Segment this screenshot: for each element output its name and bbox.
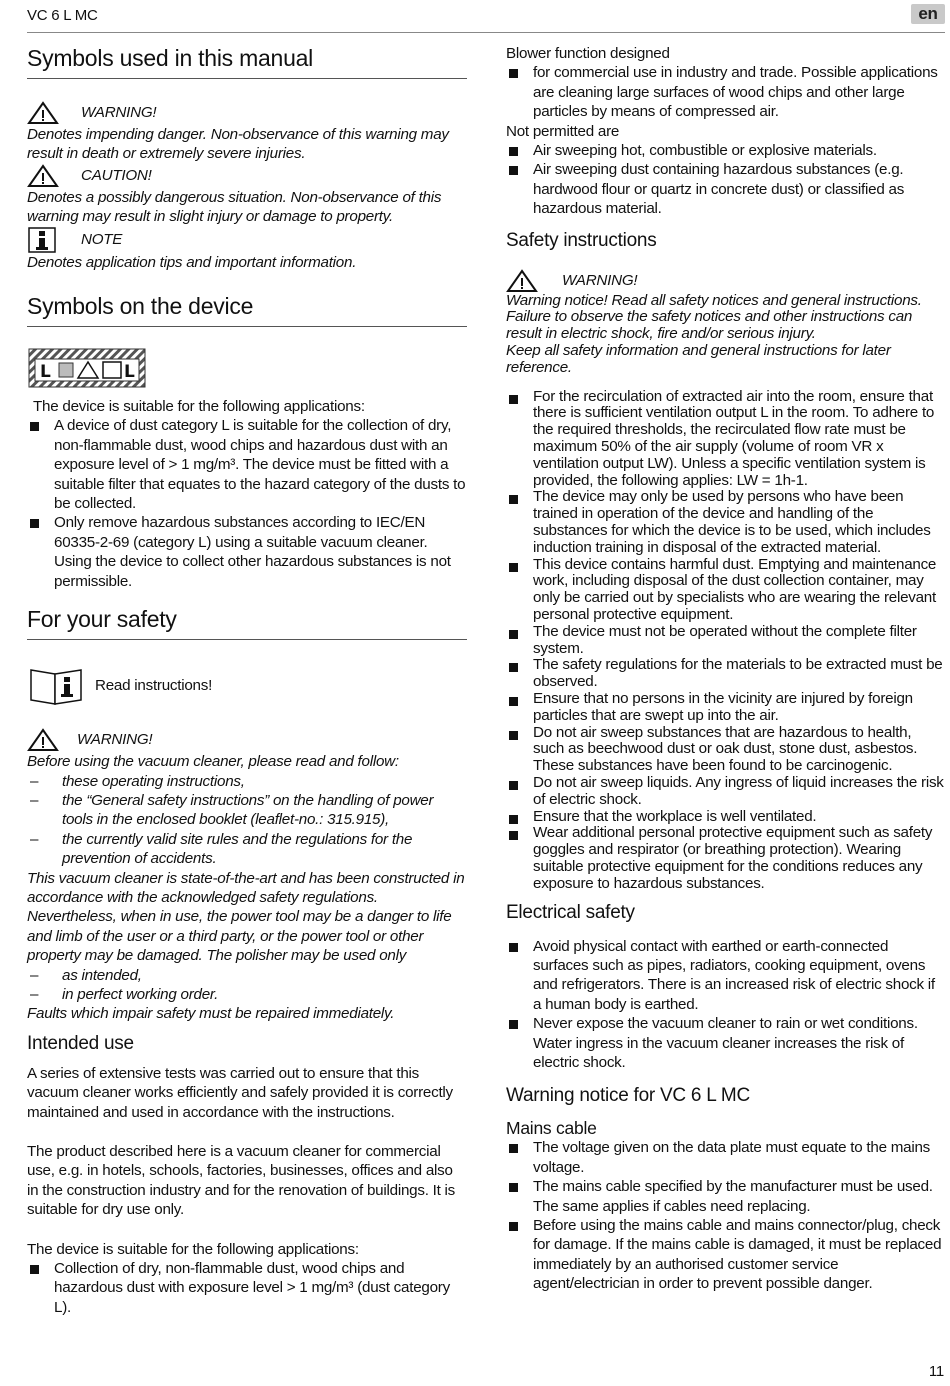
safety-instruction-item: Do not air sweep liquids. Any ingress of liquid increases the risk of electric shock. [506, 775, 946, 809]
manual-caution-text: Denotes a possibly dangerous situation. Non-observance of this warning may result in slight injury or damage to property. [27, 188, 442, 226]
manual-warning-label: WARNING! [81, 104, 157, 122]
safety-keep: Keep all safety information and general instructions for later reference. [506, 342, 891, 376]
instructions-warning-label: WARNING! [562, 271, 638, 289]
safety-instruction-item: Ensure that the workplace is well ventilated. [506, 809, 946, 826]
safety-instruction-item: The device must not be operated without the complete filter system. [506, 624, 946, 658]
symbols-manual-section [27, 44, 467, 272]
electrical-safety-item: Avoid physical contact with earthed or earth-connected surfaces such as pipes, radiators, cooking equipment, ovens and refrigerators. There is an increased risk of electric shock if a human body is earthed. [506, 937, 946, 1015]
intended-use-p2: The product described here is a vacuum cleaner for commercial use, e.g. in hotels, schools, factories, businesses, offices and also in the construction industry and for the renovation of buildings. It is suitable for dry use only. [27, 1143, 456, 1219]
intended-use-title: Intended use [27, 1032, 134, 1054]
safety-dash-item: – the “General safety instructions” on the handling of power tools in the enclosed booklet (leaflet-no.: 315.915), [27, 791, 467, 830]
electrical-safety-item: Never expose the vacuum cleaner to rain or wet conditions. Water ingress in the vacuum cleaner increases the risk of electric shock. [506, 1014, 946, 1072]
read-instructions-row [27, 666, 467, 706]
for-your-safety-section [27, 605, 467, 1024]
mains-cable-item: Before using the mains cable and mains connector/plug, check for damage. If the mains cable is damaged, it must be replaced immediately by an authorised customer service agent/electrician in order to prevent possible danger. [506, 1216, 946, 1294]
device-item: A device of dust category L is suitable for the collection of dry, non-flammable dust, wood chips and hazardous dust with an exposure level of > 1 mg/m³. The device must be fitted with a suitable filter that equates to the hazard category of the dusts to be collected. [27, 416, 467, 513]
right-column [506, 44, 946, 1294]
blower-item: for commercial use in industry and trade. Possible applications are cleaning large surfaces of wood chips and other large particles by means of compressed air. [506, 63, 946, 121]
manual-caution-label: CAUTION! [81, 167, 152, 185]
safety-warning-label: WARNING! [77, 731, 153, 749]
blower-section [506, 44, 946, 219]
safety-instructions-title: Safety instructions [506, 229, 657, 251]
warning-triangle-icon [27, 101, 59, 125]
safety-lead: Before using the vacuum cleaner, please read and follow: [27, 753, 399, 771]
safety-instruction-item: For the recirculation of extracted air into the room, ensure that there is sufficient ventilation output L in the room. To adhere to the required thresholds, the recirculated flow rate must be maximum 50% of the air supply (volume of room VR x ventilation output LW). Unless a specific ventilation system is provided, the following applies: LW = 1h-1. [506, 389, 946, 490]
blower-lead: Blower function designed [506, 45, 670, 62]
safety-instruction-item: The device may only be used by persons who have been trained in operation of the device and handling of the substances for which the device is to be used, which includes induction training in disposal of the extracted material. [506, 489, 946, 556]
model-name: VC 6 L MC [27, 7, 98, 24]
manual-warning-row [27, 101, 467, 125]
safety-instruction-item: Do not air sweep substances that are hazardous to health, such as beechwood dust or oak dust, stone dust, asbestos. These substances have been found to be carcinogenic. [506, 725, 946, 775]
intended-use-item: Collection of dry, non-flammable dust, wood chips and hazardous dust with exposure level > 1 mg/m³ (dust category L). [27, 1259, 467, 1317]
safety-instruction-item: Ensure that no persons in the vicinity are injured by foreign particles that are swept up into the air. [506, 691, 946, 725]
mains-cable-item: The mains cable specified by the manufacturer must be used. The same applies if cables need replacing. [506, 1177, 946, 1216]
manual-warning-text: Denotes impending danger. Non-observance of this warning may result in death or extremely severe injuries. [27, 126, 449, 163]
safety-dash-item: – these operating instructions, [27, 772, 467, 791]
not-permitted-item: Air sweeping dust containing hazardous substances (e.g. hardwood flour or quartz in concrete dust) or classified as hazardous material. [506, 160, 946, 218]
symbols-manual-title: Symbols used in this manual [27, 44, 467, 79]
safety-instructions-section [506, 229, 946, 893]
safety-notice: Warning notice! Read all safety notices and general instructions. Failure to observe the safety notices and other instructions can result in electric shock, fire and/or serious injury. [506, 291, 922, 343]
safety-dash-item-2: – as intended, [27, 966, 467, 985]
page-number: 11 [928, 1363, 944, 1380]
manual-note-text: Denotes application tips and important information. [27, 253, 357, 271]
not-permitted-item: Air sweeping hot, combustible or explosive materials. [506, 141, 946, 160]
safety-warning-row [27, 728, 467, 752]
warning-notice-title: Warning notice for VC 6 L MC [506, 1085, 750, 1107]
safety-body: This vacuum cleaner is state-of-the-art and has been constructed in accordance with the acknowledged safety regulations. Nevertheless, when in use, the power tool may be a danger to life and limb of the user or a third party, or the power tool or other property may be damaged. The polisher may be used only [27, 869, 465, 965]
page-header [27, 0, 945, 33]
intended-use-p1: A series of extensive tests was carried out to ensure that this vacuum cleaner works efficiently and safely provided it is correctly maintained and used in accordance with the instructions. [27, 1064, 453, 1121]
mains-cable-subtitle: Mains cable [506, 1118, 597, 1139]
device-item: Only remove hazardous substances according to IEC/EN 60335-2-69 (category L) using a suitable vacuum cleaner. Using the device to collect other hazardous substances is not permissible. [27, 513, 467, 591]
device-intro: The device is suitable for the following applications: [33, 398, 365, 416]
for-your-safety-title: For your safety [27, 605, 467, 640]
dust-category-badge-icon [27, 347, 147, 389]
intended-use-section [27, 1032, 467, 1317]
instructions-warning-row [506, 269, 946, 293]
electrical-safety-section [506, 901, 946, 1073]
safety-instruction-item: This device contains harmful dust. Emptying and maintenance work, including disposal of the dust collection container, may only be carried out by specialists who are wearing the relevant personal protective equipment. [506, 557, 946, 624]
read-manual-book-icon [27, 666, 85, 706]
left-column [27, 44, 467, 1317]
badge-letter-left: L [40, 362, 51, 383]
badge-letter-right: L [124, 362, 135, 383]
symbols-device-title: Symbols on the device [27, 292, 467, 327]
info-note-icon [27, 227, 59, 253]
symbols-device-section [27, 292, 467, 591]
mains-cable-item: The voltage given on the data plate must equate to the mains voltage. [506, 1138, 946, 1177]
safety-closing: Faults which impair safety must be repaired immediately. [27, 1005, 395, 1023]
safety-dash-item: – the currently valid site rules and the regulations for the prevention of accidents. [27, 830, 467, 869]
intended-use-p3: The device is suitable for the following applications: [27, 1240, 359, 1258]
warning-triangle-icon [27, 728, 59, 752]
safety-instruction-item: The safety regulations for the materials to be extracted must be observed. [506, 657, 946, 691]
not-permitted-label: Not permitted are [506, 122, 620, 140]
safety-instruction-item: Wear additional personal protective equipment such as safety goggles and respirator (or breathing protection). Wearing suitable protective equipment for the conditions reduces any exposure to hazardous substances. [506, 825, 946, 892]
manual-caution-row [27, 164, 467, 188]
caution-triangle-icon [27, 164, 59, 188]
electrical-safety-title: Electrical safety [506, 901, 635, 923]
safety-dash-item-2: – in perfect working order. [27, 985, 467, 1004]
manual-note-row [27, 227, 467, 253]
manual-note-label: NOTE [81, 230, 123, 248]
language-badge: en [911, 4, 945, 24]
read-instructions-label: Read instructions! [95, 677, 213, 695]
warning-notice-section [506, 1084, 946, 1293]
warning-triangle-icon [506, 269, 538, 293]
